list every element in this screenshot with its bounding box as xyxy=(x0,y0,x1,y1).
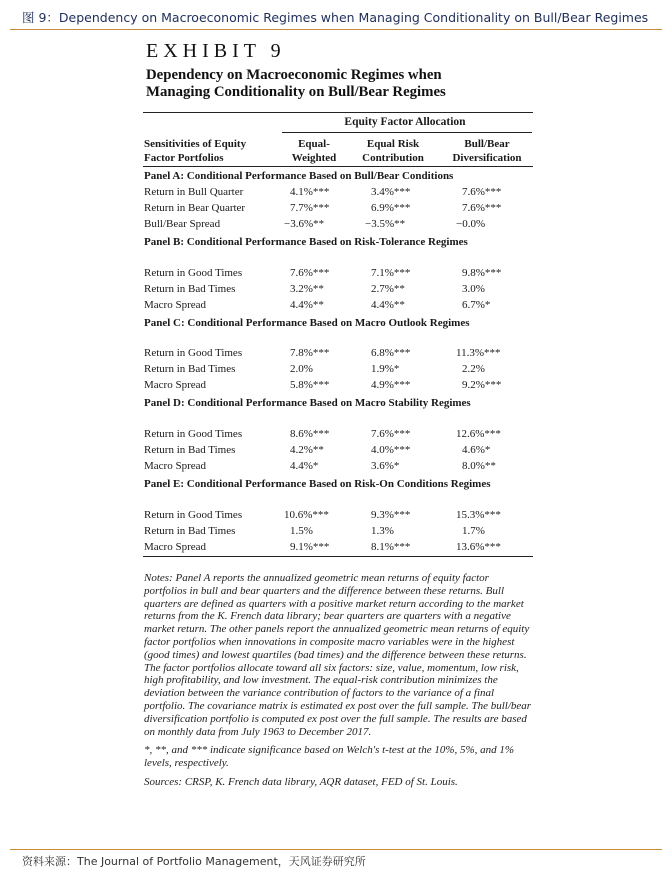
source-line: 资料来源：The Journal of Portfolio Management，天风证券研究所 xyxy=(22,855,366,868)
col-head-line1: Equal- xyxy=(298,138,330,150)
significance-note: *, **, and *** indicate significance based on Welch's t-test at the 10%, 5%, and 1% levels, respectively. xyxy=(144,744,515,770)
panel-e-row-3-col2: 8.1%*** xyxy=(371,541,411,553)
panel-b-row-2-col1: 3.2%** xyxy=(290,283,324,295)
panel-a-row-3-col2: −3.5%** xyxy=(365,218,406,230)
panel-a-row-1-col1: 4.1%*** xyxy=(290,186,330,198)
panel-d-row-1-col2: 7.6%*** xyxy=(371,428,411,440)
panel-c-row-2-col3: 2.2% xyxy=(462,363,485,375)
panel-d-row-2-label: Return in Bad Times xyxy=(144,444,236,456)
panel-c-row-2-col2: 1.9%* xyxy=(371,363,400,375)
row-header-line2: Factor Portfolios xyxy=(144,152,224,164)
figure-caption: 图 9：Dependency on Macroeconomic Regimes when Managing Conditionality on Bull/Bear Regimes xyxy=(22,10,649,25)
panel-e-row-1-label: Return in Good Times xyxy=(144,509,243,521)
panel-a-row-3-col1: −3.6%** xyxy=(284,218,325,230)
panel-c-title: Panel C: Conditional Performance Based on Macro Outlook Regimes xyxy=(144,317,470,329)
panel-b-row-3-label: Macro Spread xyxy=(144,299,207,311)
panel-d-row-3-label: Macro Spread xyxy=(144,460,207,472)
top-divider xyxy=(10,29,662,30)
panel-c-row-3-label: Macro Spread xyxy=(144,379,207,391)
col-head-bull-bear xyxy=(440,137,534,165)
panel-c-row-2-label: Return in Bad Times xyxy=(144,363,236,375)
panel-d-row-3-col1: 4.4%* xyxy=(290,460,319,472)
panel-a-row-2-col3: 7.6%*** xyxy=(462,202,502,214)
panel-c-row-2-col1: 2.0% xyxy=(290,363,313,375)
panel-c-row-3-col3: 9.2%*** xyxy=(462,379,502,391)
panel-b-row-3-col2: 4.4%** xyxy=(371,299,405,311)
col-head-line1: Equal Risk xyxy=(366,138,420,150)
panel-e-row-3-col3: 13.6%*** xyxy=(456,541,501,553)
panel-a-row-1-label: Return in Bull Quarter xyxy=(144,186,244,198)
sources-note: Sources: CRSP, K. French data library, AQR dataset, FED of St. Louis. xyxy=(144,775,458,788)
table-top-rule xyxy=(143,112,533,113)
col-head-line2: Diversification xyxy=(452,152,522,164)
panel-d-row-1-col1: 8.6%*** xyxy=(290,428,330,440)
panel-a-title: Panel A: Conditional Performance Based on Bull/Bear Conditions xyxy=(144,170,454,182)
col-head-equal-weighted xyxy=(282,137,346,165)
group-header-rule xyxy=(282,132,532,133)
header-bottom-rule xyxy=(143,166,533,167)
panel-b-row-1-col1: 7.6%*** xyxy=(290,267,330,279)
panel-d-title: Panel D: Conditional Performance Based on Macro Stability Regimes xyxy=(144,397,471,409)
exhibit-title-line2: Managing Conditionality on Bull/Bear Regimes xyxy=(146,84,446,100)
panel-c-row-3-col1: 5.8%*** xyxy=(290,379,330,391)
panel-e-row-1-col1: 10.6%*** xyxy=(284,509,329,521)
panel-c-row-1-label: Return in Good Times xyxy=(144,347,243,359)
panel-d-row-3-col3: 8.0%** xyxy=(462,460,496,472)
panel-d-row-1-col3: 12.6%*** xyxy=(456,428,501,440)
panel-c-row-1-col3: 11.3%*** xyxy=(456,347,501,359)
exhibit-title-line1: Dependency on Macroeconomic Regimes when xyxy=(146,67,442,83)
panel-c-row-1-col2: 6.8%*** xyxy=(371,347,411,359)
panel-b-row-2-col3: 3.0% xyxy=(462,283,485,295)
panel-b-row-3-col1: 4.4%** xyxy=(290,299,324,311)
panel-c-row-3-col2: 4.9%*** xyxy=(371,379,411,391)
col-head-line2: Contribution xyxy=(362,152,424,164)
panel-e-row-2-col2: 1.3% xyxy=(371,525,394,537)
group-header: Equity Factor Allocation xyxy=(344,116,466,128)
panel-b-row-1-col2: 7.1%*** xyxy=(371,267,411,279)
exhibit-title xyxy=(146,67,546,101)
notes-paragraph: Notes: Panel A reports the annualized geometric mean returns of equity factor portfolios in bull and bear quarters and the difference between these returns. Bull quarters are defined as quarters with a positive market return according to the market returns from the K. French data library; bear quarters are quarters with a negative market return. The other panels report the annualized geometric mean returns of equity factor portfolios when innovations in composite macro variables were in the highest (good times) and lowest quartiles (bad times) and the difference between these returns. The factor portfolios allocate toward all six factors: size, value, momentum, low risk, high profitability, and low investment. The equal-risk contribution minimizes the deviation between the variance contribution of factors to the variance of a final portfolio. The covariance matrix is estimated ex post over the full sample. The bull/bear diversification portfolio is computed ex post over the full sample. The results are based on monthly data from July 1963 to December 2017. xyxy=(144,572,532,738)
panel-a-row-1-col2: 3.4%*** xyxy=(371,186,411,198)
col-head-line2: Weighted xyxy=(291,152,337,164)
panel-e-row-1-col2: 9.3%*** xyxy=(371,509,411,521)
bottom-divider xyxy=(10,849,662,850)
row-header-line1: Sensitivities of Equity xyxy=(144,138,247,150)
panel-e-row-2-label: Return in Bad Times xyxy=(144,525,236,537)
panel-d-row-1-label: Return in Good Times xyxy=(144,428,243,440)
panel-c-row-1-col1: 7.8%*** xyxy=(290,347,330,359)
table-bottom-rule xyxy=(143,556,533,557)
panel-a-row-2-label: Return in Bear Quarter xyxy=(144,202,246,214)
col-head-equal-risk xyxy=(352,137,434,165)
panel-e-row-3-col1: 9.1%*** xyxy=(290,541,330,553)
panel-a-row-3-label: Bull/Bear Spread xyxy=(144,218,221,230)
panel-a-row-3-col3: −0.0% xyxy=(456,218,486,230)
panel-b-title: Panel B: Conditional Performance Based on Risk-Tolerance Regimes xyxy=(144,236,468,248)
panel-b-row-1-col3: 9.8%*** xyxy=(462,267,502,279)
table-notes xyxy=(144,572,534,795)
panel-e-row-1-col3: 15.3%*** xyxy=(456,509,501,521)
panel-d-row-2-col3: 4.6%* xyxy=(462,444,491,456)
panel-b-row-2-col2: 2.7%** xyxy=(371,283,405,295)
panel-b-row-3-col3: 6.7%* xyxy=(462,299,491,311)
panel-b-row-1-label: Return in Good Times xyxy=(144,267,243,279)
row-header xyxy=(144,137,284,165)
panel-e-title: Panel E: Conditional Performance Based on Risk-On Conditions Regimes xyxy=(144,478,491,490)
col-head-line1: Bull/Bear xyxy=(464,138,510,150)
panel-a-row-2-col2: 6.9%*** xyxy=(371,202,411,214)
panel-d-row-2-col2: 4.0%*** xyxy=(371,444,411,456)
panel-a-row-1-col3: 7.6%*** xyxy=(462,186,502,198)
panel-e-row-3-label: Macro Spread xyxy=(144,541,207,553)
panel-b-row-2-label: Return in Bad Times xyxy=(144,283,236,295)
panel-d-row-3-col2: 3.6%* xyxy=(371,460,400,472)
panel-d-row-2-col1: 4.2%** xyxy=(290,444,324,456)
exhibit-label: EXHIBIT 9 xyxy=(146,40,286,62)
panel-a-row-2-col1: 7.7%*** xyxy=(290,202,330,214)
panel-e-row-2-col1: 1.5% xyxy=(290,525,313,537)
panel-e-row-2-col3: 1.7% xyxy=(462,525,485,537)
